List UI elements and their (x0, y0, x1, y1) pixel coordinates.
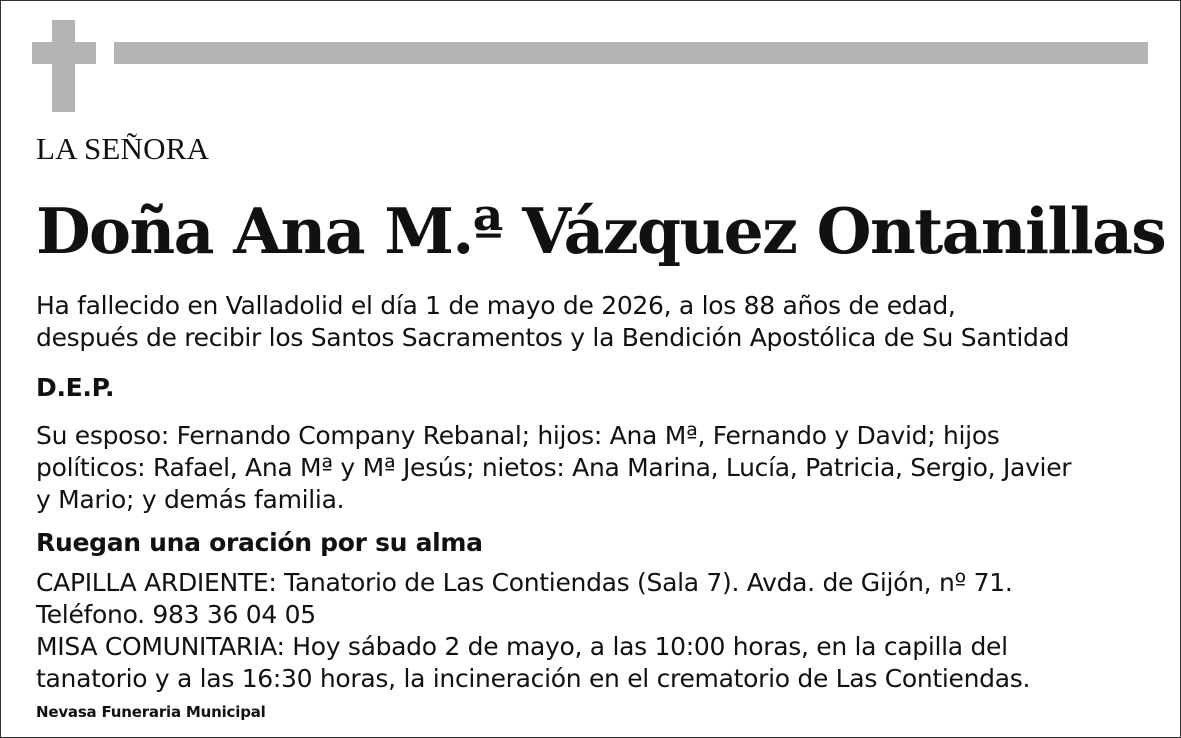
prayer-request: Ruegan una oración por su alma (36, 528, 483, 557)
header-rule (114, 42, 1148, 64)
service-details (36, 567, 1030, 695)
service-line: Teléfono. 983 36 04 05 (36, 600, 316, 629)
deceased-name: Doña Ana M.ª Vázquez Ontanillas (36, 194, 1166, 268)
cross-icon-crossbar (32, 42, 96, 64)
family-line: Su esposo: Fernando Company Rebanal; hijos: Ana Mª, Fernando y David; hijos (36, 421, 1000, 450)
funeral-home-name: Nevasa Funeraria Municipal (36, 703, 266, 721)
death-notice (36, 290, 1069, 354)
dep-label: D.E.P. (36, 373, 115, 402)
heading-title: LA SEÑORA (36, 131, 210, 166)
family-line: y Mario; y demás familia. (36, 485, 345, 514)
death-notice-line: Ha fallecido en Valladolid el día 1 de mayo de 2026, a los 88 años de edad, (36, 291, 956, 320)
service-line: MISA COMUNITARIA: Hoy sábado 2 de mayo, a las 10:00 horas, en la capilla del (36, 632, 1008, 661)
death-notice-line: después de recibir los Santos Sacramentos y la Bendición Apostólica de Su Santidad (36, 323, 1070, 352)
service-line: tanatorio y a las 16:30 horas, la incineración en el crematorio de Las Contiendas. (36, 664, 1031, 693)
family-list (36, 420, 1071, 516)
cross-icon (52, 20, 75, 112)
family-line: políticos: Rafael, Ana Mª y Mª Jesús; nietos: Ana Marina, Lucía, Patricia, Sergio, Javier (36, 453, 1072, 482)
service-line: CAPILLA ARDIENTE: Tanatorio de Las Contiendas (Sala 7). Avda. de Gijón, nº 71. (36, 568, 1013, 597)
